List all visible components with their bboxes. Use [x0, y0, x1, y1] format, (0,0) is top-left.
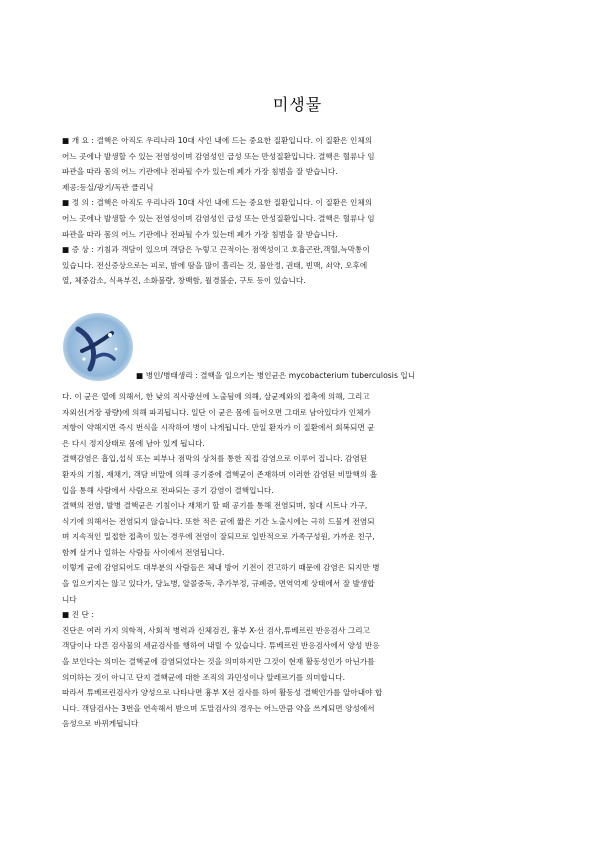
text-line: 결핵의 전염, 발병 결핵균은 기침이나 재채기 할 때 공기를 통해 전염되며, 침대 시트나 가구,: [62, 501, 368, 511]
text-line: 있습니다. 전신증상으로는 피로, 밤에 땀을 많이 흘리는 것, 불안정, 권태, 빈맥, 쇠약, 오후에: [62, 260, 368, 270]
text-line: 니다: [62, 594, 77, 604]
text-line: 을 보인다는 의미는 결핵균에 감염되었다는 것을 의미하지만 그것이 현재 활동성인가 아닌가를: [62, 657, 375, 667]
text-line: ■ 개 요 : 결핵은 아직도 우리나라 10대 사인 내에 드는 중요한 질환입니다. 이 질환은 인체의: [62, 136, 373, 145]
document-body: [62, 133, 534, 732]
text-line: 식기에 의해서는 전염되지 않습니다. 또한 적은 균에 짧은 기간 노출시에는 극히 드물게 전염되: [62, 516, 375, 526]
text-line: 음성으로 바뀌게됩니다: [62, 719, 139, 729]
text-line: 의미하는 것이 아니고 단지 결핵균에 대한 조직의 과민성이나 알레르기를 의미합니다.: [62, 672, 346, 682]
page-title: 미생물: [272, 95, 323, 114]
text-line: 며 지속적인 밀접한 접촉이 있는 경우에 전염이 잘되므로 일반적으로 가족구성원, 가까운 친구,: [62, 532, 375, 542]
text-line: 따라서 튜베르린검사가 양성으로 나타나면 흉부 X선 검사를 하여 활동성 결핵인가를 알아내야 합: [62, 688, 383, 698]
text-line: 이렇게 균에 감염되어도 대부분의 사람들은 체내 방어 기전이 견고하기 때문에 감염은 되지만 병: [62, 563, 380, 573]
bacteria-micrograph-icon: [62, 311, 134, 383]
text-line: ■ 증 상 : 기침과 객담이 있으며 객담은 누렇고 끈적이는 점액성이고 호흡곤란,객혈,늑막통이: [62, 245, 370, 255]
text-line: 진단은 여러 가지 의학적, 사회적 병력과 신체검진, 흉부 X-선 검사,튜베르린 반응검사 그리고: [62, 625, 371, 635]
text-line: 환자의 기침, 재채기, 객담 비말에 의해 공기중에 결핵균이 존재하며 이러한 감염된 비말핵의 흡: [62, 469, 378, 479]
text-line: 제공:동실/광기/독관 클리닉: [62, 182, 154, 192]
text-line: 어느 곳에나 발생할 수 있는 전염성이며 감염성인 급성 또는 만성질환입니다. 결핵은 혈류나 임: [62, 213, 375, 223]
text-line: 파관을 따라 몸의 어느 기관에나 전파될 수가 있는데 폐가 가장 침범을 잘 받습니다.: [62, 229, 338, 239]
figure-caption: ■ 병인/병태생리 : 결핵을 일으키는 병인균은 mycobacterium tuberculosis 입니: [136, 371, 416, 381]
text-line: 은 다시 정지상태로 몸에 남아 있게 됩니다.: [62, 438, 205, 448]
text-line: 결핵감염은 흡입,섭식 또는 피부나 점막의 상처를 통한 직접 감염으로 이루어 집니다. 감염된: [62, 454, 368, 464]
text-line: 열, 체중감소, 식욕부진, 소화불량, 창백함, 월경불순, 구토 등이 있습니다.: [62, 276, 306, 286]
section-heading: ■ 진 단 :: [62, 610, 94, 620]
text-line: 파관을 따라 몸의 어느 기관에나 전파될 수가 있는데 폐가 가장 침범을 잘 받습니다.: [62, 167, 338, 177]
section-bottom: [62, 389, 534, 732]
section-top: [62, 133, 534, 289]
text-line: 다. 이 균은 열에 의해서, 한 낮의 직사광선에 노출됨에 의해, 살균제와의 접촉에 의해, 그리고: [62, 391, 370, 401]
text-line: 을 일으키지는 않고 있다가, 당뇨병, 알콜중독, 추가부정, 규폐증, 면역억제 상태에서 잘 발생합: [62, 579, 375, 589]
text-line: 어느 곳에나 발생할 수 있는 전염성이며 감염성인 급성 또는 만성질환입니다. 결핵은 혈류나 임: [62, 151, 375, 161]
text-line: 함께 살거나 일하는 사람들 사이에서 전염됩니다.: [62, 547, 225, 557]
text-line: 객담이나 다른 검사물의 세균검사를 행하여 내릴 수 있습니다. 튜베르린 반응검사에서 양성 반응: [62, 641, 380, 651]
text-line: 입을 통해 사람에서 사람으로 전파되는 공기 감염이 결핵입니다.: [62, 485, 274, 495]
figure-row: [62, 311, 534, 389]
text-line: 자외선(거장 광량)에 의해 파괴됩니다. 일단 이 균은 몸에 들어오면 그대로 남아있다가 인체가: [62, 407, 371, 417]
text-line: ■ 정 의 : 결핵은 아직도 우리나라 10대 사인 내에 드는 중요한 질환입니다. 이 질환은 인체의: [62, 198, 373, 208]
text-line: 니다. 객담검사는 3번을 연속해서 받으며 도말검사의 경우는 어느만큼 약을 쓰게되면 양성에서: [62, 703, 375, 713]
text-line: 저항이 약해지면 즉시 번식을 시작하여 병이 나게됩니다. 만일 환자가 이 질환에서 회복되면 균: [62, 423, 375, 433]
